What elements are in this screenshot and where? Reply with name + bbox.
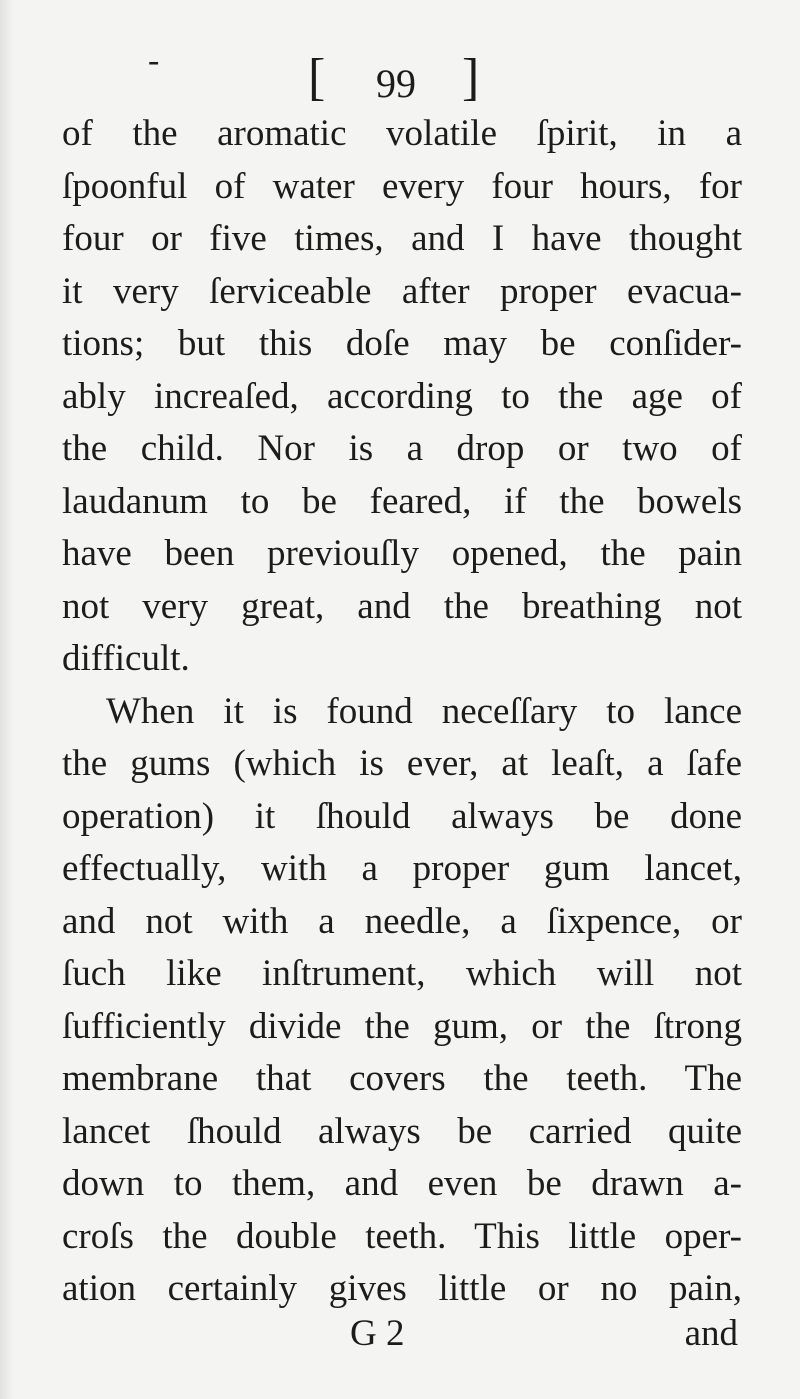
text-line-15: effectually, with a proper gum lancet, [62,848,742,889]
text-line-7: the child. Nor is a drop or two of [62,428,742,469]
text-line-14: operation) it ſhould always be done [62,795,742,837]
text-line-6: ably increaſed, according to the age of [62,375,742,417]
page-header [0,38,800,108]
left-bracket: [ [308,49,326,106]
signature-mark: G 2 [350,1313,405,1354]
text-line-1: of the aromatic volatile ſpirit, in a [62,113,742,154]
text-line-4: it very ſerviceable after proper evacua- [62,270,742,312]
text-line-19: membrane that covers the teeth. The [62,1058,742,1099]
text-line-23: ation certainly gives little or no pain, [62,1268,742,1309]
text-line-11: difficult. [62,638,190,679]
page-number: 99 [376,61,416,106]
page-footer [0,1306,800,1366]
header-dash: - [148,42,160,79]
text-line-16: and not with a needle, a ſixpence, or [62,900,742,942]
text-line-5: tions; but this doſe may be conſider- [62,323,742,364]
text-line-21: down to them, and even be drawn a- [62,1163,742,1204]
text-line-18: ſufficiently divide the gum, or the ſtrong [62,1005,742,1047]
catchword: and [684,1313,738,1354]
text-line-22: croſs the double teeth. This little oper- [62,1215,742,1257]
text-line-20: lancet ſhould always be carried quite [62,1110,742,1152]
text-line-9: have been previouſly opened, the pain [62,533,742,574]
text-line-10: not very great, and the breathing not [62,585,742,627]
body-text [62,108,742,1316]
text-line-8: laudanum to be feared, if the bowels [62,480,742,522]
text-line-3: four or five times, and I have thought [62,218,742,259]
text-line-13: the gums (which is ever, at leaſt, a ſafe [62,743,742,784]
text-line-12: When it is found neceſſary to lance [106,690,742,732]
text-line-17: ſuch like inſtrument, which will not [62,953,742,994]
right-bracket: ] [462,49,480,106]
text-line-2: ſpoonful of water every four hours, for [62,165,742,207]
page-edge-shadow [0,0,14,1399]
